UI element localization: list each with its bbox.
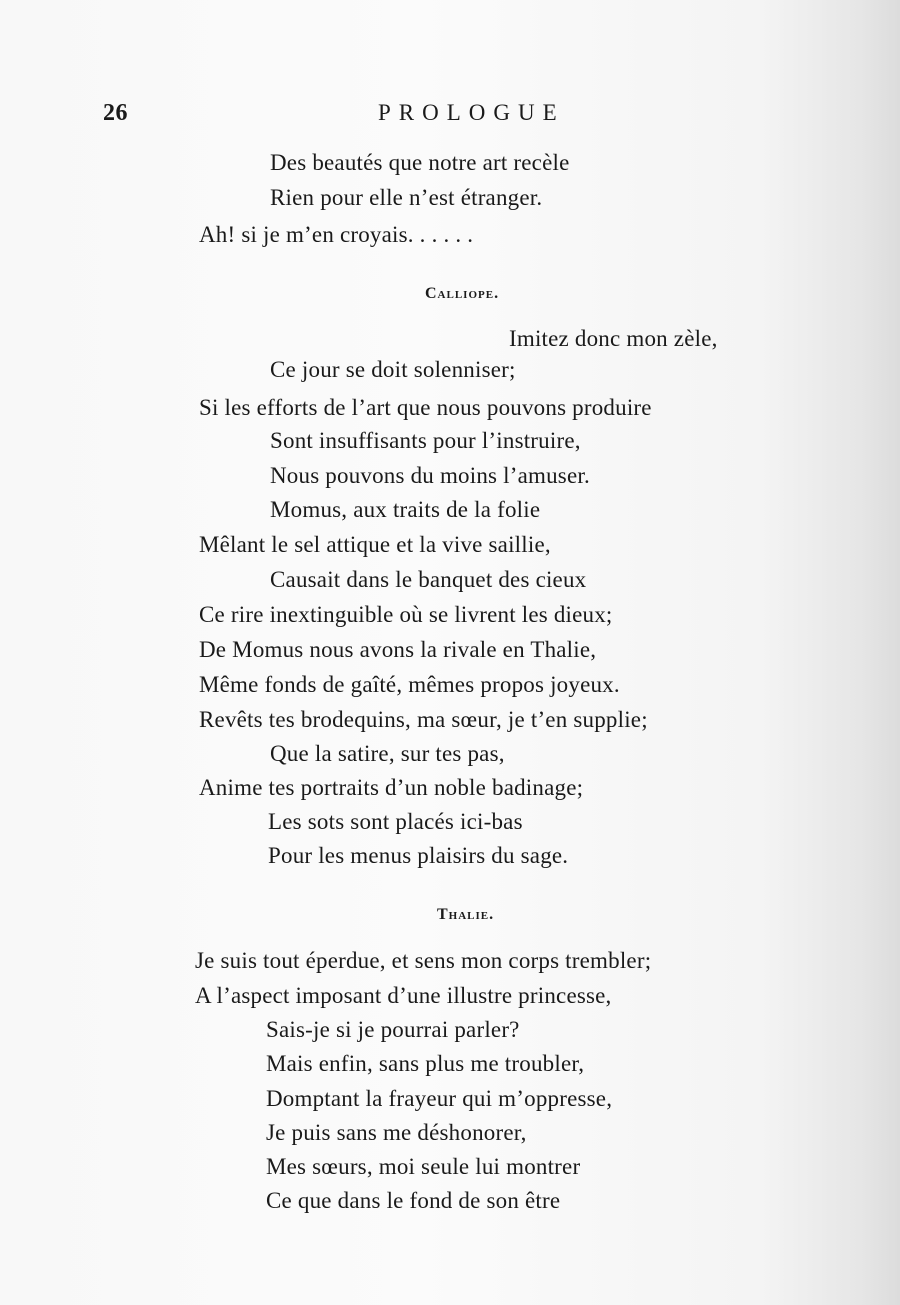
verse-line: A l’aspect imposant d’une illustre princesse,: [195, 983, 612, 1008]
verse-line: Je suis tout éperdue, et sens mon corps trembler;: [195, 948, 652, 973]
verse-line: Je puis sans me déshonorer,: [266, 1120, 527, 1145]
verse-line: Momus, aux traits de la folie: [270, 497, 541, 522]
verse-line: Anime tes portraits d’un noble badinage;: [199, 775, 584, 800]
verse-line: Sais-je si je pourrai parler?: [266, 1017, 520, 1042]
verse-line: Que la satire, sur tes pas,: [270, 741, 505, 766]
verse-line: Revêts tes brodequins, ma sœur, je t’en supplie;: [199, 707, 648, 732]
verse-line: Imitez donc mon zèle,: [509, 326, 718, 351]
verse-line: Rien pour elle n’est étranger.: [270, 185, 543, 210]
verse-line: Même fonds de gaîté, mêmes propos joyeux.: [199, 672, 620, 697]
verse-line: Ce jour se doit solenniser;: [270, 357, 516, 382]
verse-line: Mais enfin, sans plus me troubler,: [266, 1051, 585, 1076]
speaker-name-calliope: Calliope.: [425, 285, 500, 302]
verse-line: Domptant la frayeur qui m’oppresse,: [266, 1086, 613, 1111]
verse-line: De Momus nous avons la rivale en Thalie,: [199, 637, 597, 662]
verse-line: Les sots sont placés ici-bas: [268, 809, 523, 834]
verse-line: Mes sœurs, moi seule lui montrer: [266, 1154, 581, 1179]
verse-line: Ce que dans le fond de son être: [266, 1188, 561, 1213]
verse-line: Si les efforts de l’art que nous pouvons produire: [199, 395, 652, 420]
verse-line: Ce rire inextinguible où se livrent les dieux;: [199, 602, 613, 627]
verse-line: Ah! si je m’en croyais. . . . . .: [199, 222, 474, 247]
verse-line: Mêlant le sel attique et la vive saillie,: [199, 532, 551, 557]
verse-line: Pour les menus plaisirs du sage.: [268, 843, 569, 868]
verse-line: Des beautés que notre art recèle: [270, 150, 570, 175]
verse-line: Causait dans le banquet des cieux: [270, 567, 587, 592]
verse-line: Sont insuffisants pour l’instruire,: [270, 428, 581, 453]
running-title: PROLOGUE: [378, 100, 565, 125]
verse-line: Nous pouvons du moins l’amuser.: [270, 463, 590, 488]
page-number: 26: [103, 100, 128, 126]
speaker-name-thalie: Thalie.: [437, 906, 495, 923]
